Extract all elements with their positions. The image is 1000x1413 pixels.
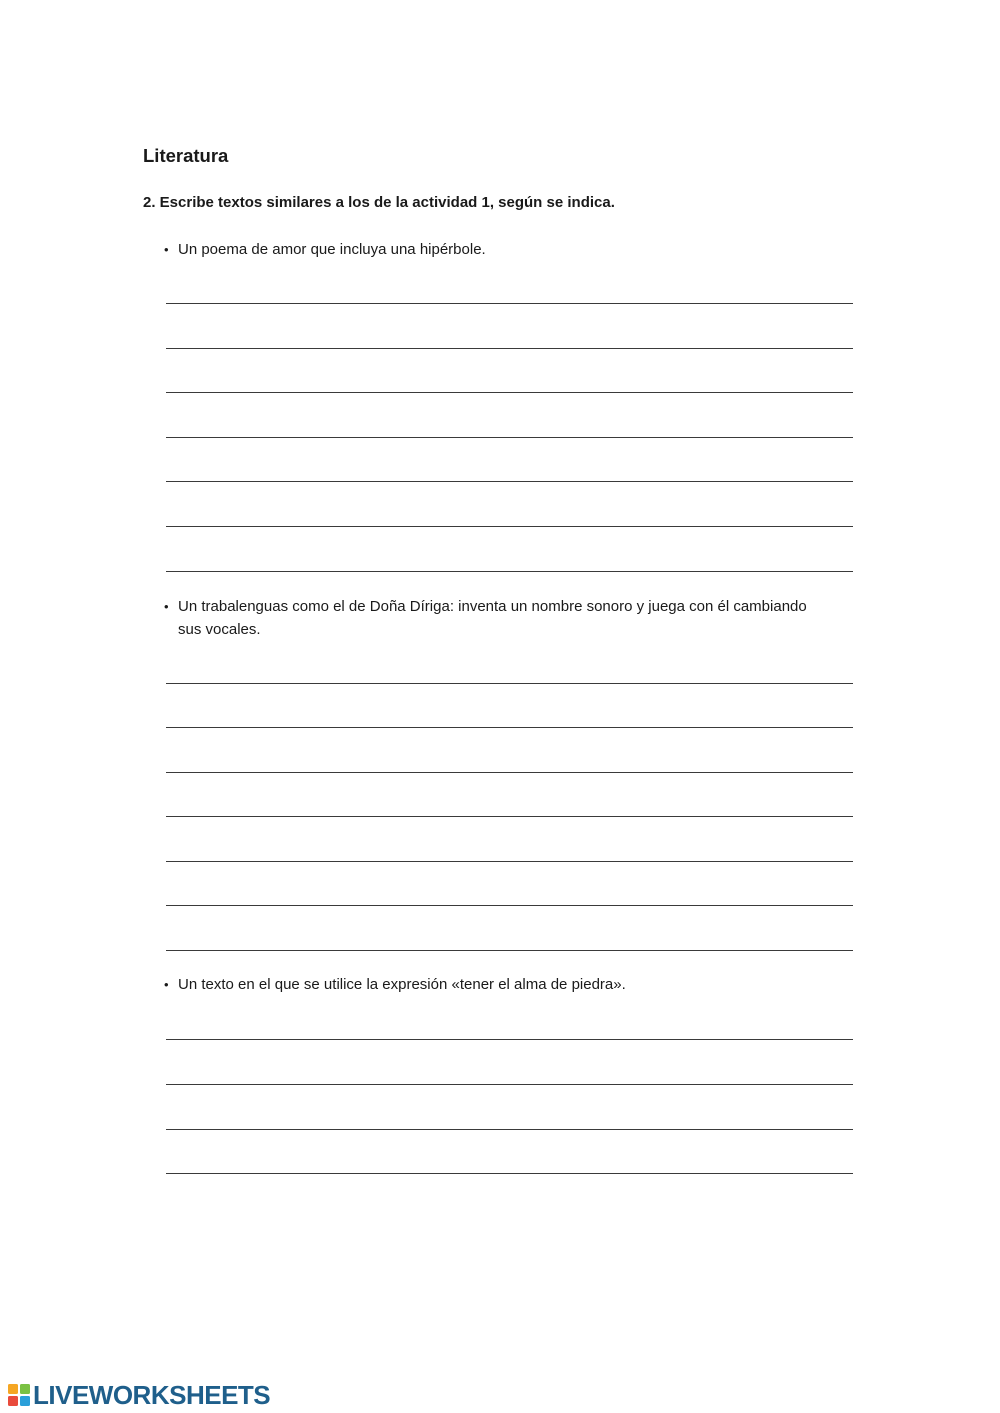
section-title: Literatura <box>143 145 229 166</box>
task-prompt-tongue-twister <box>164 595 824 641</box>
answer-line[interactable] <box>166 1062 853 1085</box>
answer-line[interactable] <box>166 549 853 572</box>
answer-line[interactable] <box>166 459 853 482</box>
answer-line[interactable] <box>166 415 853 438</box>
task-prompt-text: Un poema de amor que incluya una hipérbole. <box>178 241 486 258</box>
bullet-icon: • <box>164 242 169 257</box>
exercise-instruction: 2. Escribe textos similares a los de la actividad 1, según se indica. <box>143 194 615 211</box>
answer-line[interactable] <box>166 883 853 906</box>
task-prompt-poem <box>164 238 824 261</box>
bullet-icon: • <box>164 977 169 992</box>
answer-line[interactable] <box>166 370 853 393</box>
liveworksheets-logo-icon <box>8 1384 30 1406</box>
answer-line[interactable] <box>166 705 853 728</box>
brand-name: LIVEWORKSHEETS <box>33 1380 271 1410</box>
liveworksheets-logo[interactable] <box>8 1381 270 1409</box>
task-prompt-text: Un texto en el que se utilice la expresión «tener el alma de piedra». <box>178 976 626 993</box>
answer-line[interactable] <box>166 750 853 773</box>
answer-line[interactable] <box>166 281 853 304</box>
answer-line[interactable] <box>166 661 853 684</box>
task-prompt-expression <box>164 973 824 996</box>
answer-line[interactable] <box>166 326 853 349</box>
answer-line[interactable] <box>166 1017 853 1040</box>
answer-line[interactable] <box>166 504 853 527</box>
answer-line[interactable] <box>166 1151 853 1174</box>
answer-line[interactable] <box>166 928 853 951</box>
task-prompt-text: Un trabalenguas como el de Doña Díriga: inventa un nombre sonoro y juega con él cambiando sus vocales. <box>178 598 807 638</box>
answer-line[interactable] <box>166 839 853 862</box>
bullet-icon: • <box>164 599 169 614</box>
answer-line[interactable] <box>166 1107 853 1130</box>
answer-line[interactable] <box>166 794 853 817</box>
